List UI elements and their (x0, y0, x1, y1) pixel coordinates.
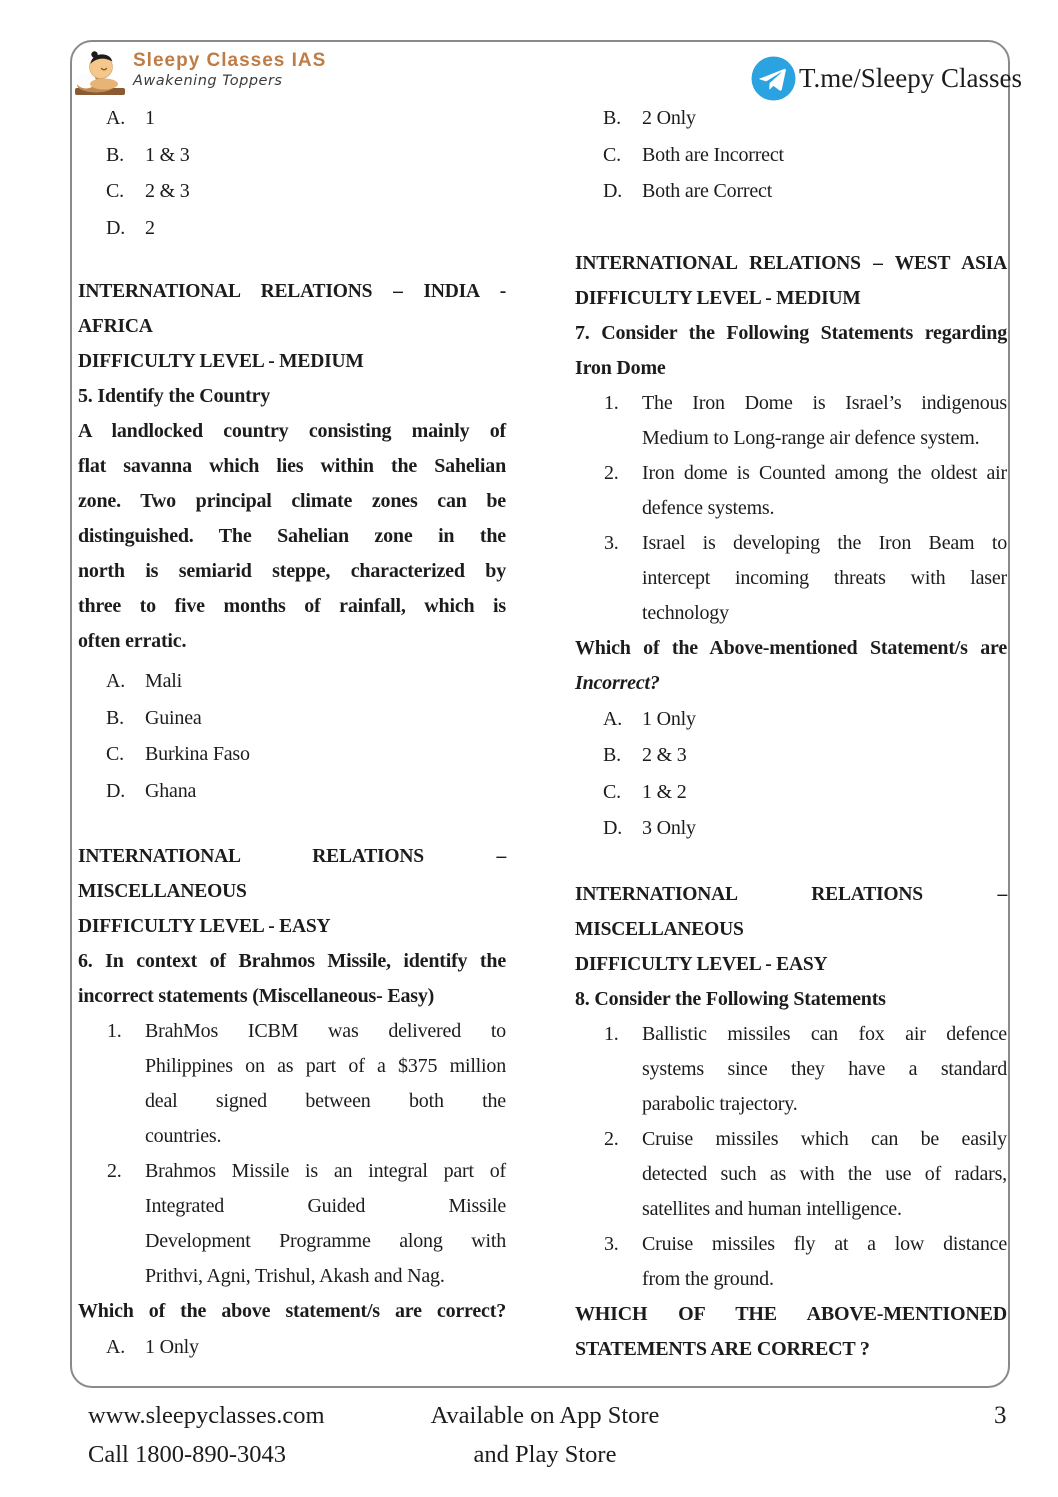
statement-text (642, 1122, 1007, 1227)
sleepy-classes-logo (74, 50, 326, 98)
left-column (78, 100, 506, 1366)
text-line: Medium to Long-range air defence system. (642, 426, 980, 449)
option-row (78, 1329, 506, 1366)
difficulty-level: DIFFICULTY LEVEL - MEDIUM (78, 351, 364, 372)
option-text: 2 & 3 (145, 180, 190, 202)
text-line: incorrect statements (Miscellaneous- Easy) (78, 985, 435, 1007)
text-line: Which of the Above-mentioned Statement/s are (575, 636, 1007, 659)
text-line: deal signed between both the (145, 1090, 506, 1112)
option-text: Both are Incorrect (642, 143, 784, 166)
question-title: 5. Identify the Country (78, 385, 271, 407)
option-row (575, 774, 1007, 811)
option-letter: D. (603, 817, 623, 839)
option-letter: C. (106, 180, 124, 202)
option-letter: A. (603, 707, 623, 730)
text-line: from the ground. (642, 1267, 774, 1290)
option-row (78, 137, 506, 174)
text-line: Cruise missiles fly at a low distance (642, 1232, 1007, 1255)
section-heading (78, 839, 506, 909)
statement-item (575, 526, 1007, 631)
difficulty-level: DIFFICULTY LEVEL - MEDIUM (575, 287, 861, 309)
option-row (575, 701, 1007, 738)
text-line: systems since they have a standard (642, 1057, 1007, 1080)
text-line: Cruise missiles which can be easily (642, 1127, 1007, 1150)
statement-item (78, 1154, 506, 1294)
options-group-q6 (78, 1329, 506, 1366)
text-line: 7. Consider the Following Statements regarding (575, 321, 1007, 344)
question-prompt (575, 1297, 1007, 1367)
option-letter: B. (106, 143, 124, 166)
option-text: 1 (145, 107, 155, 129)
text-line: Integrated Guided Missile (145, 1195, 506, 1217)
difficulty-level: DIFFICULTY LEVEL - EASY (575, 953, 828, 975)
statement-item (575, 456, 1007, 526)
option-letter: A. (106, 107, 126, 129)
section-q6 (78, 839, 506, 1366)
text-line: Incorrect? (575, 671, 660, 694)
text-line: flat savanna which lies within the Sahelian (78, 455, 506, 477)
text-line: BrahMos ICBM was delivered to (145, 1020, 506, 1042)
option-text: 2 & 3 (642, 744, 687, 766)
option-text: 1 & 3 (145, 143, 190, 166)
statement-number: 2. (107, 1160, 122, 1182)
question-prompt: Which of the above statement/s are correct? (78, 1300, 506, 1322)
statement-number: 2. (604, 1127, 619, 1150)
option-row (78, 773, 506, 810)
option-row (78, 100, 506, 137)
section-heading (575, 877, 1007, 947)
text-line: three to five months of rainfall, which is (78, 595, 506, 617)
page-number: 3 (994, 1402, 1007, 1429)
statement-list (575, 1017, 1007, 1297)
option-row (78, 663, 506, 700)
footer-availability (355, 1396, 735, 1474)
text-line: WHICH OF THE ABOVE-MENTIONED (575, 1302, 1007, 1325)
footer-availability-line2: and Play Store (473, 1441, 617, 1468)
text-line: zone. Two principal climate zones can be (78, 490, 506, 512)
text-line: Iron dome is Counted among the oldest air (642, 461, 1007, 484)
options-group-top-left (78, 100, 506, 246)
question-title: 8. Consider the Following Statements (575, 987, 886, 1010)
text-line: MISCELLANEOUS (575, 918, 744, 940)
text-line: distinguished. The Sahelian zone in the (78, 525, 506, 547)
option-text: Burkina Faso (145, 743, 250, 765)
footer-phone: Call 1800-890-3043 (88, 1441, 287, 1468)
option-letter: B. (603, 107, 621, 129)
statement-list (78, 1014, 506, 1294)
text-line: Brahmos Missile is an integral part of (145, 1160, 506, 1182)
logo-title: Sleepy Classes IAS (133, 50, 327, 71)
option-text: 1 Only (642, 707, 696, 730)
statement-number: 3. (604, 531, 619, 554)
statement-text (145, 1154, 506, 1294)
question-title (78, 944, 506, 1014)
footer-website: www.sleepyclasses.com (88, 1402, 325, 1429)
text-line: parabolic trajectory. (642, 1092, 798, 1115)
section-q8 (575, 877, 1007, 1367)
text-line: The Iron Dome is Israel’s indigenous (642, 391, 1007, 414)
text-line: detected such as with the use of radars, (642, 1162, 1007, 1185)
option-letter: D. (603, 180, 623, 202)
statement-number: 1. (604, 1022, 619, 1045)
text-line: intercept incoming threats with laser (642, 566, 1007, 589)
statement-item (575, 1227, 1007, 1297)
footer-contact (88, 1396, 325, 1474)
question-body (78, 414, 506, 659)
options-group-q7 (575, 701, 1007, 847)
statement-number: 1. (604, 391, 619, 414)
telegram-link[interactable] (751, 55, 1022, 101)
option-letter: A. (106, 1336, 126, 1358)
statement-number: 2. (604, 461, 619, 484)
section-q5 (78, 274, 506, 809)
options-group-q5 (78, 663, 506, 809)
option-letter: C. (106, 743, 124, 765)
text-line: INTERNATIONAL RELATIONS – (78, 846, 506, 867)
option-letter: D. (106, 779, 126, 802)
question-prompt (575, 631, 1007, 701)
option-text: 2 (145, 216, 155, 239)
section-q7 (575, 246, 1007, 847)
option-letter: B. (106, 706, 124, 729)
option-row (78, 736, 506, 773)
text-line: MISCELLANEOUS (78, 881, 247, 902)
section-heading: INTERNATIONAL RELATIONS – WEST ASIA (575, 252, 1007, 274)
option-letter: C. (603, 780, 621, 803)
option-text: 1 & 2 (642, 780, 687, 803)
statement-text (642, 386, 1007, 456)
option-row (78, 173, 506, 210)
text-line: STATEMENTS ARE CORRECT ? (575, 1337, 870, 1360)
text-line: defence systems. (642, 496, 775, 519)
option-text: Guinea (145, 706, 202, 729)
text-line: Israel is developing the Iron Beam to (642, 531, 1007, 554)
option-text: 1 Only (145, 1336, 199, 1358)
option-row (575, 737, 1007, 774)
statement-text (642, 1017, 1007, 1122)
option-letter: C. (603, 143, 621, 166)
statement-number: 1. (107, 1020, 122, 1042)
text-line: 6. In context of Brahmos Missile, identify the (78, 950, 506, 972)
text-line: Development Programme along with (145, 1230, 506, 1252)
statement-item (575, 386, 1007, 456)
text-line: technology (642, 601, 729, 624)
text-line: Philippines on as part of a $375 million (145, 1055, 506, 1077)
statement-item (575, 1122, 1007, 1227)
text-line: Iron Dome (575, 356, 666, 379)
option-text: 2 Only (642, 107, 696, 129)
option-letter: A. (106, 670, 126, 692)
option-text: Ghana (145, 779, 197, 802)
option-text: Mali (145, 670, 182, 692)
statement-text (145, 1014, 506, 1154)
text-line: satellites and human intelligence. (642, 1197, 902, 1220)
section-heading (78, 274, 506, 344)
right-column (575, 100, 1007, 1367)
text-line: Ballistic missiles can fox air defence (642, 1022, 1007, 1045)
statement-list (575, 386, 1007, 631)
footer-availability-line1: Available on App Store (430, 1402, 660, 1429)
sleepy-logo-icon (74, 50, 126, 98)
question-title (575, 316, 1007, 386)
option-text: Both are Correct (642, 180, 773, 202)
telegram-icon (751, 56, 796, 101)
statement-text (642, 526, 1007, 631)
statement-text (642, 1227, 1007, 1297)
options-group-top-right (575, 100, 1007, 210)
option-letter: D. (106, 216, 126, 239)
text-line: north is semiarid steppe, characterized by (78, 560, 506, 582)
option-row (78, 700, 506, 737)
option-row (575, 810, 1007, 847)
difficulty-level: DIFFICULTY LEVEL - EASY (78, 916, 331, 937)
logo-tagline: Awakening Toppers (133, 73, 283, 89)
option-letter: B. (603, 744, 621, 766)
text-line: INTERNATIONAL RELATIONS – INDIA - (78, 281, 506, 302)
telegram-handle: T.me/Sleepy Classes (799, 63, 1022, 93)
text-line: Prithvi, Agni, Trishul, Akash and Nag. (145, 1265, 445, 1287)
option-row (575, 137, 1007, 174)
option-text: 3 Only (642, 817, 696, 839)
statement-number: 3. (604, 1232, 619, 1255)
text-line: AFRICA (78, 316, 153, 337)
statement-item (78, 1014, 506, 1154)
text-line: A landlocked country consisting mainly of (78, 420, 506, 442)
option-row (78, 210, 506, 247)
statement-text (642, 456, 1007, 526)
statement-item (575, 1017, 1007, 1122)
text-line: often erratic. (78, 630, 187, 652)
text-line: countries. (145, 1125, 222, 1147)
option-row (575, 173, 1007, 210)
option-row (575, 100, 1007, 137)
text-line: INTERNATIONAL RELATIONS – (575, 883, 1007, 905)
